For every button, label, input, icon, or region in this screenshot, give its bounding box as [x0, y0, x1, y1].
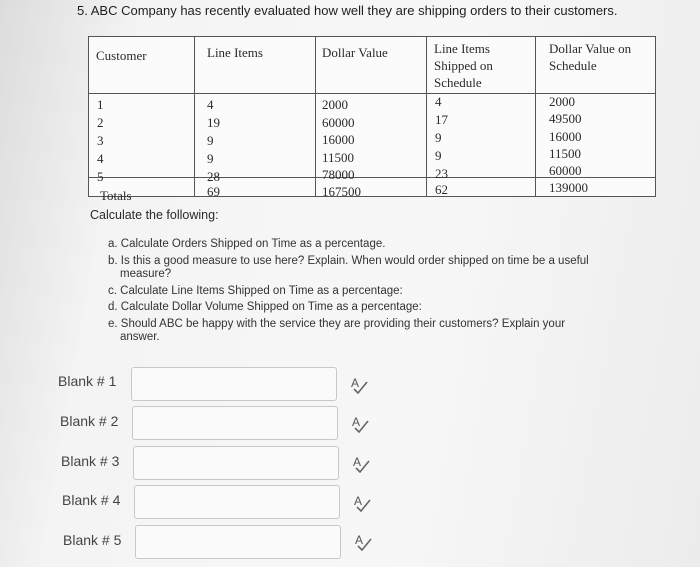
instructions: Calculate the following: [90, 208, 219, 222]
row2-line-items: 19 [207, 115, 220, 130]
blank-2-label: Blank # 2 [60, 413, 119, 429]
item-e: e. Should ABC be happy with the service they are providing their customers? Explain your answer. [108, 317, 566, 343]
row4-dollar-value: 11500 [322, 150, 355, 165]
header-dollar-value: Dollar Value [322, 45, 388, 60]
totals-dollar-value: 167500 [322, 184, 361, 199]
blank-4-input[interactable] [134, 485, 340, 519]
row2-dv-schedule: 49500 [549, 111, 582, 126]
row3-dv-schedule: 16000 [549, 129, 582, 144]
row2-dollar-value: 60000 [322, 115, 355, 130]
item-b: b. Is this a good measure to use here? Explain. When would order shipped on time be a useful measure? [108, 254, 589, 280]
row5-line-items: 28 [207, 169, 220, 184]
blank-4-label: Blank # 4 [62, 492, 121, 508]
blank-3-input[interactable] [133, 446, 339, 480]
question-title: 5. ABC Company has recently evaluated how well they are shipping orders to their customers. [77, 3, 618, 18]
blank-5-label: Blank # 5 [63, 532, 122, 548]
totals-line-items: 69 [207, 184, 220, 199]
spellcheck-icon[interactable] [354, 533, 372, 551]
svg-text:A: A [352, 415, 361, 429]
header-customer: Customer [96, 48, 147, 63]
row4-customer: 4 [97, 151, 104, 166]
row2-customer: 2 [97, 115, 104, 130]
spellcheck-icon[interactable] [353, 494, 371, 512]
totals-shipped: 62 [435, 182, 448, 197]
header-dollar-value-on-schedule: Dollar Value on Schedule [549, 41, 632, 73]
row1-shipped: 4 [435, 94, 442, 109]
row4-shipped: 9 [435, 148, 442, 163]
row5-shipped: 23 [435, 166, 448, 181]
totals-label: Totals [100, 188, 132, 203]
item-a: a. Calculate Orders Shipped on Time as a percentage. [108, 238, 386, 250]
row3-dollar-value: 16000 [322, 132, 355, 147]
row5-dv-schedule: 60000 [549, 163, 582, 178]
row1-line-items: 4 [207, 97, 214, 112]
item-c: c. Calculate Line Items Shipped on Time as a percentage: [108, 284, 403, 297]
svg-text:A: A [355, 533, 364, 547]
row4-line-items: 9 [207, 151, 214, 166]
blank-5-input[interactable] [135, 525, 341, 559]
row3-shipped: 9 [435, 130, 442, 145]
item-d: d. Calculate Dollar Volume Shipped on Time as a percentage: [108, 301, 422, 313]
blank-1-label: Blank # 1 [58, 373, 117, 389]
header-line-items: Line Items [207, 45, 263, 60]
row3-line-items: 9 [207, 133, 214, 148]
blank-3-label: Blank # 3 [61, 453, 120, 469]
row5-dollar-value: 78000 [322, 167, 355, 182]
header-line-items-shipped: Line Items Shipped on Schedule [434, 41, 493, 90]
totals-dv-schedule: 139000 [549, 180, 588, 195]
row3-customer: 3 [97, 133, 104, 148]
svg-text:A: A [354, 494, 363, 508]
row1-dollar-value: 2000 [322, 97, 348, 112]
spellcheck-icon[interactable] [350, 376, 368, 394]
svg-text:A: A [353, 455, 362, 469]
row1-customer: 1 [97, 97, 104, 112]
row4-dv-schedule: 11500 [549, 146, 582, 161]
row1-dv-schedule: 2000 [549, 94, 575, 109]
svg-text:A: A [351, 376, 360, 390]
row5-customer: 5 [97, 169, 104, 184]
spellcheck-icon[interactable] [351, 415, 369, 433]
shipping-table [88, 36, 656, 197]
row2-shipped: 17 [435, 112, 448, 127]
blank-1-input[interactable] [131, 367, 337, 401]
question-list [108, 238, 668, 348]
spellcheck-icon[interactable] [352, 455, 370, 473]
blank-2-input[interactable] [132, 406, 338, 440]
